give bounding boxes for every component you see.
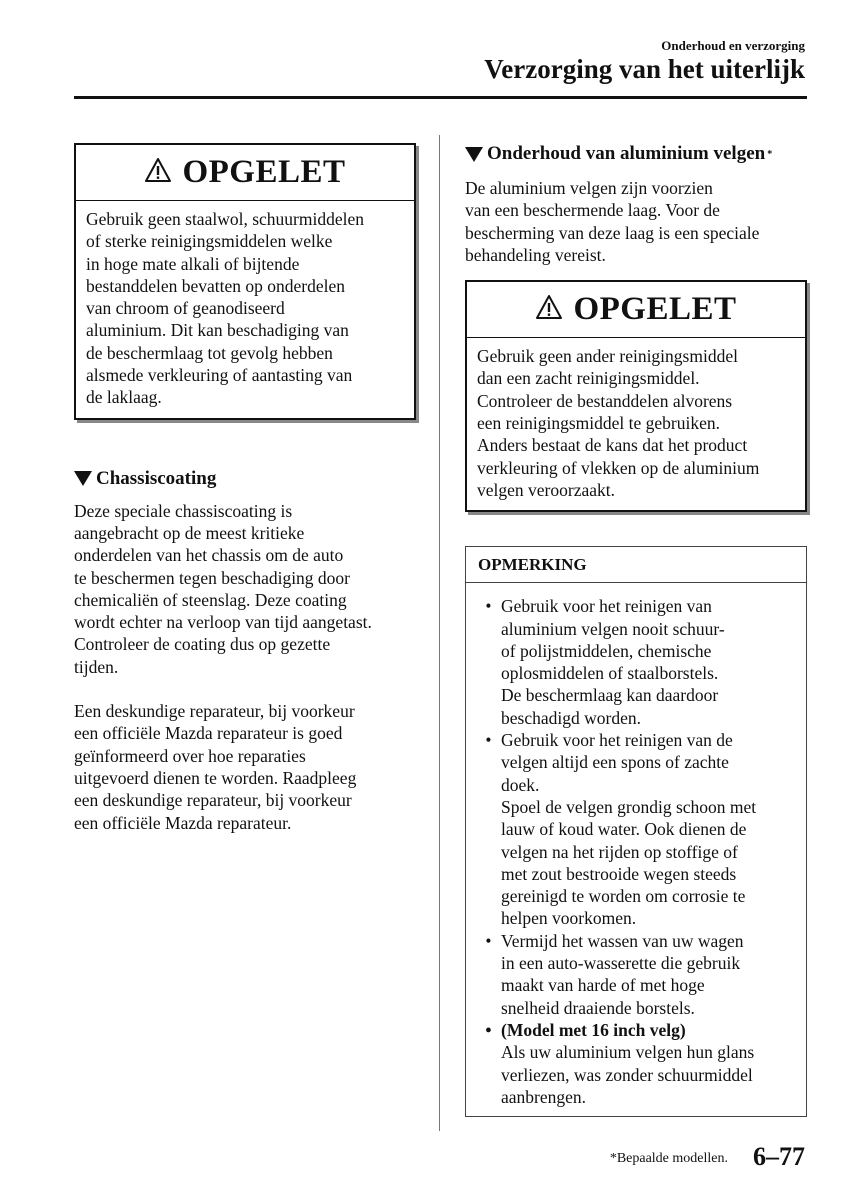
paragraph-line: een deskundige reparateur, bij voorkeur — [74, 790, 352, 811]
note-line: velgen na het rijden op stoffige of — [501, 841, 738, 862]
caution-header — [467, 282, 805, 338]
section-triangle-icon — [74, 471, 92, 486]
note-list — [466, 583, 806, 1116]
note-box — [465, 546, 807, 1117]
note-line: of polijstmiddelen, chemische — [501, 640, 712, 661]
caution-title: OPGELET — [182, 154, 346, 190]
caution-header — [76, 145, 414, 201]
caution-line: verkleuring of vlekken op de aluminium — [477, 457, 760, 478]
paragraph-line: tijden. — [74, 656, 119, 677]
warning-triangle-icon — [535, 294, 563, 325]
paragraph-line: een officiële Mazda reparateur. — [74, 812, 292, 833]
note-line: gereinigd te worden om corrosie te — [501, 886, 746, 907]
note-line: maakt van harde of met hoge — [501, 975, 705, 996]
paragraph-line: wordt echter na verloop van tijd aangetast. — [74, 612, 372, 633]
section-heading-aluminium — [465, 143, 807, 165]
caution-line: in hoge mate alkali of bijtende — [86, 253, 300, 274]
caution-title: OPGELET — [573, 291, 737, 328]
list-item — [476, 1019, 796, 1108]
note-line: snelheid draaiende borstels. — [501, 997, 695, 1018]
note-subheading: (Model met 16 inch velg) — [501, 1019, 686, 1040]
note-line: aanbrengen. — [501, 1086, 587, 1107]
caution-line: de laklaag. — [86, 387, 162, 408]
list-item-text — [501, 595, 796, 729]
left-column — [74, 143, 416, 834]
bullet: • — [485, 930, 492, 951]
page-title: Verzorging van het uiterlijk — [484, 54, 805, 84]
bullet: • — [485, 596, 492, 617]
aluminium-intro — [465, 177, 807, 266]
note-line: Vermijd het wassen van uw wagen — [501, 930, 744, 951]
caution-line: alsmede verkleuring of aantasting van — [86, 365, 353, 386]
bullet: • — [485, 1019, 492, 1040]
note-line: met zout bestrooide wegen steeds — [501, 863, 737, 884]
caution-line: velgen veroorzaakt. — [477, 479, 615, 500]
paragraph-line: Controleer de coating dus op gezette — [74, 634, 331, 655]
caution-text — [467, 338, 805, 510]
section-heading-chassis — [74, 468, 416, 490]
paragraph-line: een officiële Mazda reparateur is goed — [74, 723, 343, 744]
paragraph-line: chemicaliën of steenslag. Deze coating — [74, 589, 347, 610]
note-line: aluminium velgen nooit schuur- — [501, 618, 725, 639]
caution-line: Controleer de bestanddelen alvorens — [477, 390, 733, 411]
note-line: De beschermlaag kan daardoor — [501, 685, 719, 706]
note-line: lauw of koud water. Ook dienen de — [501, 819, 747, 840]
paragraph-line: Deze speciale chassiscoating is — [74, 500, 293, 521]
warning-triangle-icon — [144, 157, 172, 188]
note-line: Als uw aluminium velgen hun glans — [501, 1042, 755, 1063]
paragraph-line: te beschermen tegen beschadiging door — [74, 567, 351, 588]
footnote-marker: * — [767, 148, 773, 160]
caution-text — [76, 201, 414, 418]
paragraph-line: behandeling vereist. — [465, 244, 606, 265]
paragraph-line: De aluminium velgen zijn voorzien — [465, 178, 713, 198]
paragraph-line: van een beschermende laag. Voor de — [465, 200, 720, 221]
section-heading-text: Chassiscoating — [96, 467, 217, 489]
caution-line: van chroom of geanodiseerd — [86, 298, 285, 319]
caution-line: dan een zacht reinigingsmiddel. — [477, 368, 700, 389]
paragraph-line: aangebracht op de meest kritieke — [74, 522, 305, 543]
caution-box-right — [465, 280, 807, 512]
right-column — [465, 143, 807, 1117]
section-heading-text: Onderhoud van aluminium velgen — [487, 143, 766, 164]
note-line: oplosmiddelen of staalborstels. — [501, 663, 719, 684]
caution-box-left — [74, 143, 416, 420]
note-line: velgen altijd een spons of zachte — [501, 752, 729, 773]
list-item — [476, 930, 796, 1019]
note-line: Spoel de velgen grondig schoon met — [501, 796, 757, 817]
note-line: Gebruik voor het reinigen van de — [501, 730, 733, 751]
caution-line: Gebruik geen staalwol, schuurmiddelen — [86, 209, 364, 229]
list-item-text — [501, 729, 796, 930]
column-divider — [439, 135, 440, 1131]
caution-line: Gebruik geen ander reinigingsmiddel — [477, 346, 738, 367]
caution-line: of sterke reinigingsmiddelen welke — [86, 231, 333, 252]
caution-line: een reinigingsmiddel te gebruiken. — [477, 413, 720, 434]
caution-line: aluminium. Dit kan beschadiging van — [86, 320, 349, 341]
bullet: • — [485, 730, 492, 751]
note-line: helpen voorkomen. — [501, 908, 637, 929]
footnote: *Bepaalde modellen. — [609, 1151, 728, 1166]
page-number: 6–77 — [753, 1142, 805, 1171]
paragraph-line: geïnformeerd over hoe reparaties — [74, 745, 306, 766]
note-line: Gebruik voor het reinigen van — [501, 596, 712, 617]
caution-line: Anders bestaat de kans dat het product — [477, 435, 748, 456]
note-title: OPMERKING — [466, 547, 806, 583]
caution-line: bestanddelen bevatten op onderdelen — [86, 275, 345, 296]
list-item — [476, 595, 796, 729]
chassis-paragraph-2 — [74, 700, 416, 834]
note-line: in een auto-wasserette die gebruik — [501, 953, 741, 974]
paragraph-line: Een deskundige reparateur, bij voorkeur — [74, 701, 355, 722]
caution-line: de beschermlaag tot gevolg hebben — [86, 342, 333, 363]
paragraph-line: onderdelen van het chassis om de auto — [74, 545, 344, 566]
header-divider — [74, 96, 807, 99]
note-line: beschadigd worden. — [501, 707, 641, 728]
paragraph-line: bescherming van deze laag is een speciale — [465, 222, 760, 243]
section-label: Onderhoud en verzorging — [661, 38, 805, 53]
note-line: doek. — [501, 774, 540, 795]
list-item — [476, 729, 796, 930]
section-triangle-icon — [465, 147, 483, 162]
list-item-text — [501, 1019, 796, 1108]
paragraph-line: uitgevoerd dienen te worden. Raadpleeg — [74, 767, 357, 788]
chassis-paragraph-1 — [74, 500, 416, 678]
list-item-text — [501, 930, 796, 1019]
note-line: verliezen, was zonder schuurmiddel — [501, 1064, 753, 1085]
